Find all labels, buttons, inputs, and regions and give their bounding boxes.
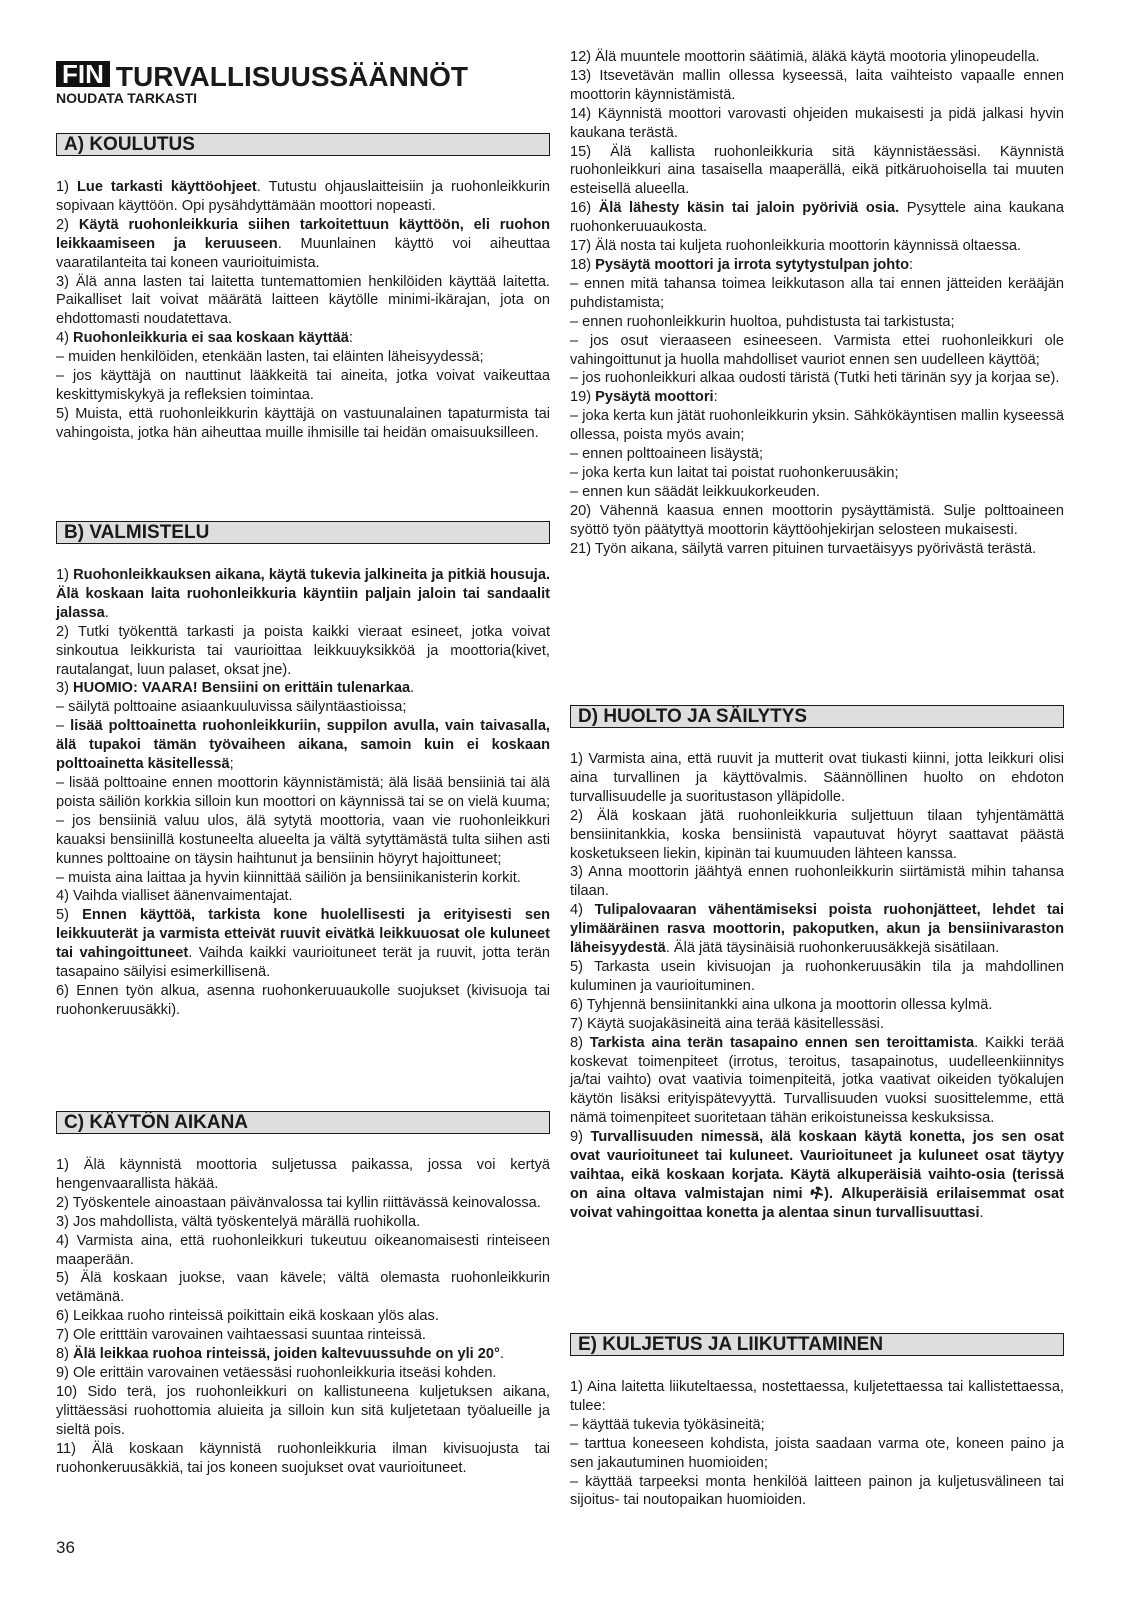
list-item bbox=[56, 1440, 550, 1478]
text-run: 4) bbox=[570, 902, 595, 919]
text-run: 2) Työskentele ainoastaan päivänvalossa tai kyllin riittävässä keinovalossa. bbox=[56, 1194, 541, 1211]
text-run: – tarttua koneeseen kohdista, joista saadaan varma ote, koneen paino ja sen jakautuminen huomioiden; bbox=[570, 1435, 1064, 1471]
bold-text: Pysäytä moottori ja irrota sytytystulpan johto bbox=[595, 256, 909, 273]
text-run: 3) bbox=[56, 680, 74, 697]
text-run: – käyttää tukevia työkäsineitä; bbox=[570, 1416, 765, 1433]
section-body bbox=[570, 1378, 1064, 1510]
text-run: 5) Tarkasta usein kivisuojan ja ruohonkeruusäkin tila ja mahdollinen kuluminen ja vaurioituminen. bbox=[570, 958, 1064, 994]
list-item bbox=[570, 199, 1064, 237]
text-run: . bbox=[104, 604, 109, 621]
text-run: . Muunlainen käyttö voi aiheuttaa vaaratilanteita tai koneen vaurioituimista. bbox=[56, 235, 550, 271]
list-item bbox=[56, 1307, 550, 1326]
text-run: – ennen ruohonleikkurin huoltoa, puhdistusta tai tarkistusta; bbox=[570, 313, 955, 330]
text-run: 7) Ole eritttäin varovainen vaihtaessasi suuntaa rinteissä. bbox=[56, 1327, 426, 1344]
text-run: 1) bbox=[56, 179, 77, 195]
list-item bbox=[570, 1128, 1064, 1223]
text-run: 21) Työn aikana, säilytä varren pituinen turvaetäisyys pyörivästä terästä. bbox=[570, 540, 1037, 557]
text-run: – jos käyttäjä on nauttinut lääkkeitä tai aineita, jotka voivat vaikeuttaa keskittymiskykyä ja refleksien toimintaa. bbox=[56, 368, 550, 403]
section-b bbox=[56, 521, 550, 1020]
list-item bbox=[570, 1435, 1064, 1473]
section-body bbox=[570, 750, 1064, 1223]
section-heading: A) KOULUTUS bbox=[56, 133, 550, 156]
text-run: – jos ruohonleikkuri alkaa oudosti täristä (Tutki heti tärinän syy ja korjaa se). bbox=[570, 370, 1060, 387]
list-item bbox=[56, 329, 550, 348]
list-item bbox=[56, 178, 550, 216]
page-title: TURVALLISUUSSÄÄNNÖT bbox=[115, 61, 468, 92]
page-number: 36 bbox=[56, 1538, 75, 1557]
bold-text: ). Alkuperäisiä erilaisemmat osat voivat vahingoittaa konetta ja alentaa sinun turvallisuuttasi bbox=[570, 1185, 1064, 1221]
page-header bbox=[56, 59, 468, 92]
list-item bbox=[56, 1156, 550, 1194]
list-item bbox=[570, 807, 1064, 864]
text-run: 1) Älä käynnistä moottoria suljetussa paikassa, jossa voi kertyä hengenvaarallista häkää. bbox=[56, 1157, 550, 1192]
text-run: – säilytä polttoaine asiaankuuluvissa säilyntäastioissa; bbox=[56, 699, 407, 716]
bold-text: Ennen käyttöä, tarkista kone huolellisesti ja erityisesti sen leikkuuterät ja varmista etteivät ruuvit eivätkä leikkuuosat ole kuluneet tai vahingoittuneet bbox=[56, 907, 551, 962]
section-body bbox=[56, 178, 550, 443]
list-item bbox=[570, 445, 1064, 464]
text-run: : bbox=[909, 256, 914, 273]
text-run: 5) bbox=[56, 907, 83, 924]
text-run: . Älä jätä täysinäisiä ruohonkeruusäkkejä sisätilaan. bbox=[665, 940, 1000, 957]
bold-text: Älä lähesty käsin tai jaloin pyöriviä osia. bbox=[598, 200, 900, 217]
text-run: – ennen polttoaineen lisäystä; bbox=[570, 446, 764, 463]
list-item bbox=[570, 750, 1064, 807]
list-item bbox=[56, 887, 550, 906]
list-item bbox=[570, 143, 1064, 200]
list-item bbox=[570, 863, 1064, 901]
list-item bbox=[56, 405, 550, 443]
text-run: 17) Älä nosta tai kuljeta ruohonleikkuria moottorin käynnissä oltaessa. bbox=[570, 238, 1022, 255]
text-run: . bbox=[979, 1204, 984, 1221]
section-heading: E) KULJETUS JA LIIKUTTAMINEN bbox=[570, 1333, 1064, 1356]
bold-text: Tulipalovaaran vähentämiseksi poista ruohonjätteet, lehdet tai ylimääräinen rasva moottorin, pakoputken, akun ja bensiinivaraston läheisyydestä bbox=[570, 902, 1064, 957]
bold-text: Käytä ruohonleikkuria siihen tarkoitettuun käyttöön, eli ruohon leikkaamiseen ja keruuseen bbox=[56, 216, 551, 252]
manufacturer-logo-icon: ⚒ bbox=[807, 1183, 828, 1205]
list-item bbox=[56, 1383, 550, 1440]
list-item bbox=[56, 1269, 550, 1307]
list-item bbox=[56, 367, 550, 405]
text-run: – ennen mitä tahansa toimea leikkutason alla tai ennen jätteiden kerääjän puhdistamista; bbox=[570, 275, 1064, 311]
list-item bbox=[56, 1213, 550, 1232]
list-item bbox=[570, 1034, 1064, 1129]
text-run: 15) Älä kallista ruohonleikkuria sitä käynnistäessäsi. Käynnistä ruohonleikkuri aina tasaisella maaperällä, eikä pitkäruohoisella tai muuten esteisellä alueella. bbox=[570, 143, 1064, 198]
list-item bbox=[56, 1232, 550, 1270]
text-run: – jos bensiiniä valuu ulos, älä sytytä moottoria, vaan vie ruohonleikkuri kauaksi bensiinillä kostuneelta alueelta ja vältä sytyttämästä tulta siihen asti kunnes polttoaine on täysin haihtunut ja bensiinin höyryt hajoittuneet; bbox=[56, 812, 550, 867]
list-item bbox=[56, 717, 550, 774]
text-run: 16) bbox=[570, 200, 599, 217]
text-run: 12) Älä muuntele moottorin säätimiä, äläkä käytä mootoria ylinopeudella. bbox=[570, 49, 1040, 65]
list-item bbox=[570, 256, 1064, 275]
list-item bbox=[56, 1326, 550, 1345]
section-a bbox=[56, 133, 550, 443]
bold-text: lisää polttoainetta ruohonleikkuriin, suppilon avulla, vain taivasalla, älä tupakoi tämän työvaiheen aikana, samoin kuin ei koskaan polttoainetta käsitellessä bbox=[56, 718, 550, 773]
list-item bbox=[570, 1015, 1064, 1034]
list-item bbox=[56, 679, 550, 698]
text-run: – käyttää tarpeeksi monta henkilöä laitteen painon ja kuljetusvälineen tai sijoitus- tai noutopaikan huomioiden. bbox=[570, 1473, 1064, 1509]
language-badge: FIN bbox=[56, 61, 110, 87]
text-run: ; bbox=[229, 756, 234, 773]
list-item bbox=[570, 48, 1064, 67]
bold-text: Pysäytä moottori bbox=[595, 389, 714, 406]
text-run: 18) bbox=[570, 256, 596, 273]
list-item bbox=[570, 237, 1064, 256]
text-run: 6) Leikkaa ruoho rinteissä poikittain eikä koskaan ylös alas. bbox=[56, 1308, 439, 1325]
text-run: 4) Varmista aina, että ruohonleikkuri tukeutuu oikeanomaisesti rinteiseen maaperään. bbox=[56, 1232, 550, 1268]
text-run: 5) Muista, että ruohonleikkurin käyttäjä on vastuunalainen tapaturmista tai vahingoista, jotka hän aiheuttaa muille ihmisille tai heidän omaisuuksilleen. bbox=[56, 405, 550, 441]
text-run: 14) Käynnistä moottori varovasti ohjeiden mukaisesti ja pidä jalkasi hyvin kaukana terästä. bbox=[570, 105, 1064, 141]
text-run: : bbox=[713, 389, 718, 406]
list-item bbox=[56, 774, 550, 812]
text-run: 2) Tutki työkenttä tarkasti ja poista kaikki vieraat esineet, jotka voivat sinkoutua leikkurista tai vaurioittaa leikkuuyksikköä ja moottoria(kivet, rautalangat, luun palaset, oksat jne). bbox=[56, 623, 550, 678]
text-run: . Vaihda kaikki vaurioituneet terät ja ruuvit, jotta terän tasapaino säilyisi esimerkillisenä. bbox=[56, 945, 550, 981]
text-run: 11) Älä koskaan käynnistä ruohonleikkuria ilman kivisuojusta tai ruohonkeruusäkkiä, tai jos koneen suojukset ovat vaurioituneet. bbox=[56, 1440, 550, 1476]
text-run: 2) bbox=[56, 216, 79, 233]
text-run: 3) Älä anna lasten tai laitetta tuntemattomien henkilöiden käyttää laitetta. Paikalliset lait voivat määrätä laitteen käytölle minimi-ikärajan, jota on ehdottomasti noudatettava. bbox=[56, 273, 550, 328]
text-run: – joka kerta kun jätät ruohonleikkurin yksin. Sähkökäyntisen mallin kyseessä ollessa, poista myös avain; bbox=[570, 408, 1064, 444]
section-heading: D) HUOLTO JA SÄILYTYS bbox=[570, 705, 1064, 728]
text-run: – muista aina laittaa ja hyvin kiinnittää säiliön ja bensiinikanisterin korkit. bbox=[56, 869, 521, 886]
text-run: 8) bbox=[56, 1346, 74, 1363]
text-run: 6) Tyhjennä bensiinitankki aina ulkona ja moottorin ollessa kylmä. bbox=[570, 996, 993, 1013]
text-run: – joka kerta kun laitat tai poistat ruohonkeruusäkin; bbox=[570, 464, 899, 481]
list-item bbox=[56, 1364, 550, 1383]
list-item bbox=[570, 1378, 1064, 1416]
bold-text: Ruohonleikkauksen aikana, käytä tukevia jalkineita ja pitkiä housuja. Älä koskaan laita ruohonleikkuria käyntiin paljain jaloin tai sandaalit jalassa bbox=[56, 567, 550, 621]
list-item bbox=[56, 906, 550, 982]
text-run: 8) bbox=[570, 1034, 590, 1051]
text-run: 4) bbox=[56, 330, 74, 347]
text-run: – lisää polttoaine ennen moottorin käynnistämistä; älä lisää bensiiniä tai älä poista säiliön korkkia silloin kun moottori on käynnissä tai se on vielä kuuma; bbox=[56, 774, 550, 810]
text-run: 20) Vähennä kaasua ennen moottorin pysäyttämistä. Sulje polttoaineen syöttö työn päätyttyä moottorin käyttöohjekirjan selosteen mukaisesti. bbox=[570, 502, 1064, 538]
text-run: – ennen kun säädät leikkuukorkeuden. bbox=[570, 483, 820, 500]
text-run: 3) Anna moottorin jäähtyä ennen ruohonleikkurin siirtämistä mihin tahansa tilaan. bbox=[570, 864, 1064, 900]
text-run: 7) Käytä suojakäsineitä aina terää käsitellessäsi. bbox=[570, 1015, 884, 1032]
list-item bbox=[56, 869, 550, 888]
list-item bbox=[570, 313, 1064, 332]
list-item bbox=[56, 623, 550, 680]
list-item bbox=[56, 273, 550, 330]
text-run: . bbox=[410, 680, 415, 697]
bold-text: Turvallisuuden nimessä, älä koskaan käytä konetta, jos sen osat ovat vaurioituneet tai kuluneet. Vaurioituneet ja kuluneet osat täytyy vaihtaa, eikä koskaan korjata. Käytä alkuperäisiä vaihto-osia (terissä on aina oltava valmistajan nimi bbox=[570, 1129, 1064, 1202]
text-run: – bbox=[56, 718, 71, 735]
list-item bbox=[570, 483, 1064, 502]
list-item bbox=[570, 105, 1064, 143]
list-item bbox=[570, 1473, 1064, 1511]
list-item bbox=[570, 275, 1064, 313]
text-run: 3) Jos mahdollista, vältä työskentelyä märällä ruohikolla. bbox=[56, 1213, 421, 1230]
text-run: . bbox=[499, 1346, 504, 1363]
list-item bbox=[570, 996, 1064, 1015]
list-item bbox=[570, 369, 1064, 388]
text-run: 4) Vaihda vialliset äänenvaimentajat. bbox=[56, 888, 293, 905]
list-item bbox=[56, 566, 550, 623]
text-run: 2) Älä koskaan jätä ruohonleikkuria suljettuun tilaan tyhjentämättä bensiinitankkia, koska bensiinistä vapautuvat höyryt saattavat päästä kosketukseen liekin, kipinän tai kuumuuden lähteen kanssa. bbox=[570, 807, 1064, 862]
text-run: . Kaikki terää koskevat toimenpiteet (irrotus, teroitus, tasapainotus, uudelleenkiinnitys ja/tai vaihto) ovat vaativia toimenpiteitä, jotka vaativat oikeiden työkalujen käytön lisäksi erityispätevyyttä. Turvallisuuden vuoksi suosittelemme, että nämä toimenpiteet suoritetaan tähän erikoistuneissa keskuksissa. bbox=[570, 1034, 1065, 1127]
section-heading: B) VALMISTELU bbox=[56, 521, 550, 544]
section-c bbox=[56, 1111, 550, 1477]
text-run: 10) Sido terä, jos ruohonleikkuri on kallistuneena kuljetuksen aikana, ylittäessäsi ruohottomia aluieita ja silloin kun sitä kuljetetaan työalueille ja sieltä pois. bbox=[56, 1383, 550, 1438]
list-item bbox=[570, 388, 1064, 407]
list-item bbox=[56, 216, 550, 273]
text-run: 1) bbox=[56, 567, 74, 583]
list-item bbox=[56, 812, 550, 869]
list-item bbox=[570, 901, 1064, 958]
text-run: 6) Ennen työn alkua, asenna ruohonkeruuaukolle suojukset (kivisuoja tai ruohonkeruusäkki). bbox=[56, 982, 550, 1018]
list-item bbox=[570, 502, 1064, 540]
list-item bbox=[56, 982, 550, 1020]
section-d bbox=[570, 705, 1064, 1223]
bold-text: HUOMIO: VAARA! Bensiini on erittäin tulenarkaa bbox=[73, 680, 411, 697]
page-subtitle: NOUDATA TARKASTI bbox=[56, 90, 198, 106]
text-run: – jos osut vieraaseen esineeseen. Varmista ettei ruohonleikkuri ole vahingoittunut ja huolla mahdolliset vauriot ennen sen uudelleen käyttöä; bbox=[570, 332, 1064, 368]
text-run: 1) Aina laitetta liikuteltaessa, nostettaessa, kuljetettaessa tai kallistettaessa, tulee: bbox=[570, 1379, 1064, 1414]
list-item bbox=[570, 464, 1064, 483]
text-run: 5) Älä koskaan juokse, vaan kävele; vältä olemasta ruohonleikkurin vetämänä. bbox=[56, 1270, 550, 1306]
section-heading: C) KÄYTÖN AIKANA bbox=[56, 1111, 550, 1134]
list-item bbox=[570, 332, 1064, 370]
text-run: . Tutustu ohjauslaitteisiin ja ruohonleikkurin sopivaan käyttöön. Opi pysähdyttämään moottori nopeasti. bbox=[56, 179, 550, 214]
list-item bbox=[570, 958, 1064, 996]
text-run: 19) bbox=[570, 389, 596, 406]
list-item bbox=[570, 540, 1064, 559]
list-item bbox=[570, 67, 1064, 105]
bold-text: Tarkista aina terän tasapaino ennen sen teroittamista bbox=[589, 1034, 975, 1051]
text-run: 13) Itsevetävän mallin ollessa kyseessä, laita vaihteisto vapaalle ennen moottorin käynnistämistä. bbox=[570, 67, 1064, 103]
section-body bbox=[56, 1156, 550, 1477]
section-body bbox=[56, 566, 550, 1020]
section-e bbox=[570, 1333, 1064, 1510]
bold-text: Älä leikkaa ruohoa rinteissä, joiden kaltevuussuhde on yli 20° bbox=[73, 1346, 500, 1363]
text-run: – muiden henkilöiden, etenkään lasten, tai eläinten läheisyydessä; bbox=[56, 349, 484, 366]
list-item bbox=[570, 407, 1064, 445]
section-body bbox=[570, 48, 1064, 558]
list-item bbox=[570, 1416, 1064, 1435]
list-item bbox=[56, 1345, 550, 1364]
bold-text: Lue tarkasti käyttöohjeet bbox=[76, 179, 257, 195]
text-run: 1) Varmista aina, että ruuvit ja mutterit ovat tiukasti kiinni, jotta leikkuri olisi aina turvallinen ja käyttövalmis. Säännöllinen huolto on ehdoton turvallisuudelle ja suoritustason ylläpidolle. bbox=[570, 751, 1064, 805]
list-item bbox=[56, 1194, 550, 1213]
text-run: 9) Ole erittäin varovainen vetäessäsi ruohonleikkuria itseäsi kohden. bbox=[56, 1364, 497, 1381]
list-item bbox=[56, 698, 550, 717]
bold-text: Ruohonleikkuria ei saa koskaan käyttää bbox=[73, 330, 349, 347]
text-run: : bbox=[348, 330, 353, 347]
text-run: Pysyttele aina kaukana ruohonkeruuaukosta. bbox=[570, 200, 1065, 236]
text-run: 9) bbox=[570, 1129, 591, 1146]
section-c-continued bbox=[570, 48, 1064, 558]
list-item bbox=[56, 348, 550, 367]
